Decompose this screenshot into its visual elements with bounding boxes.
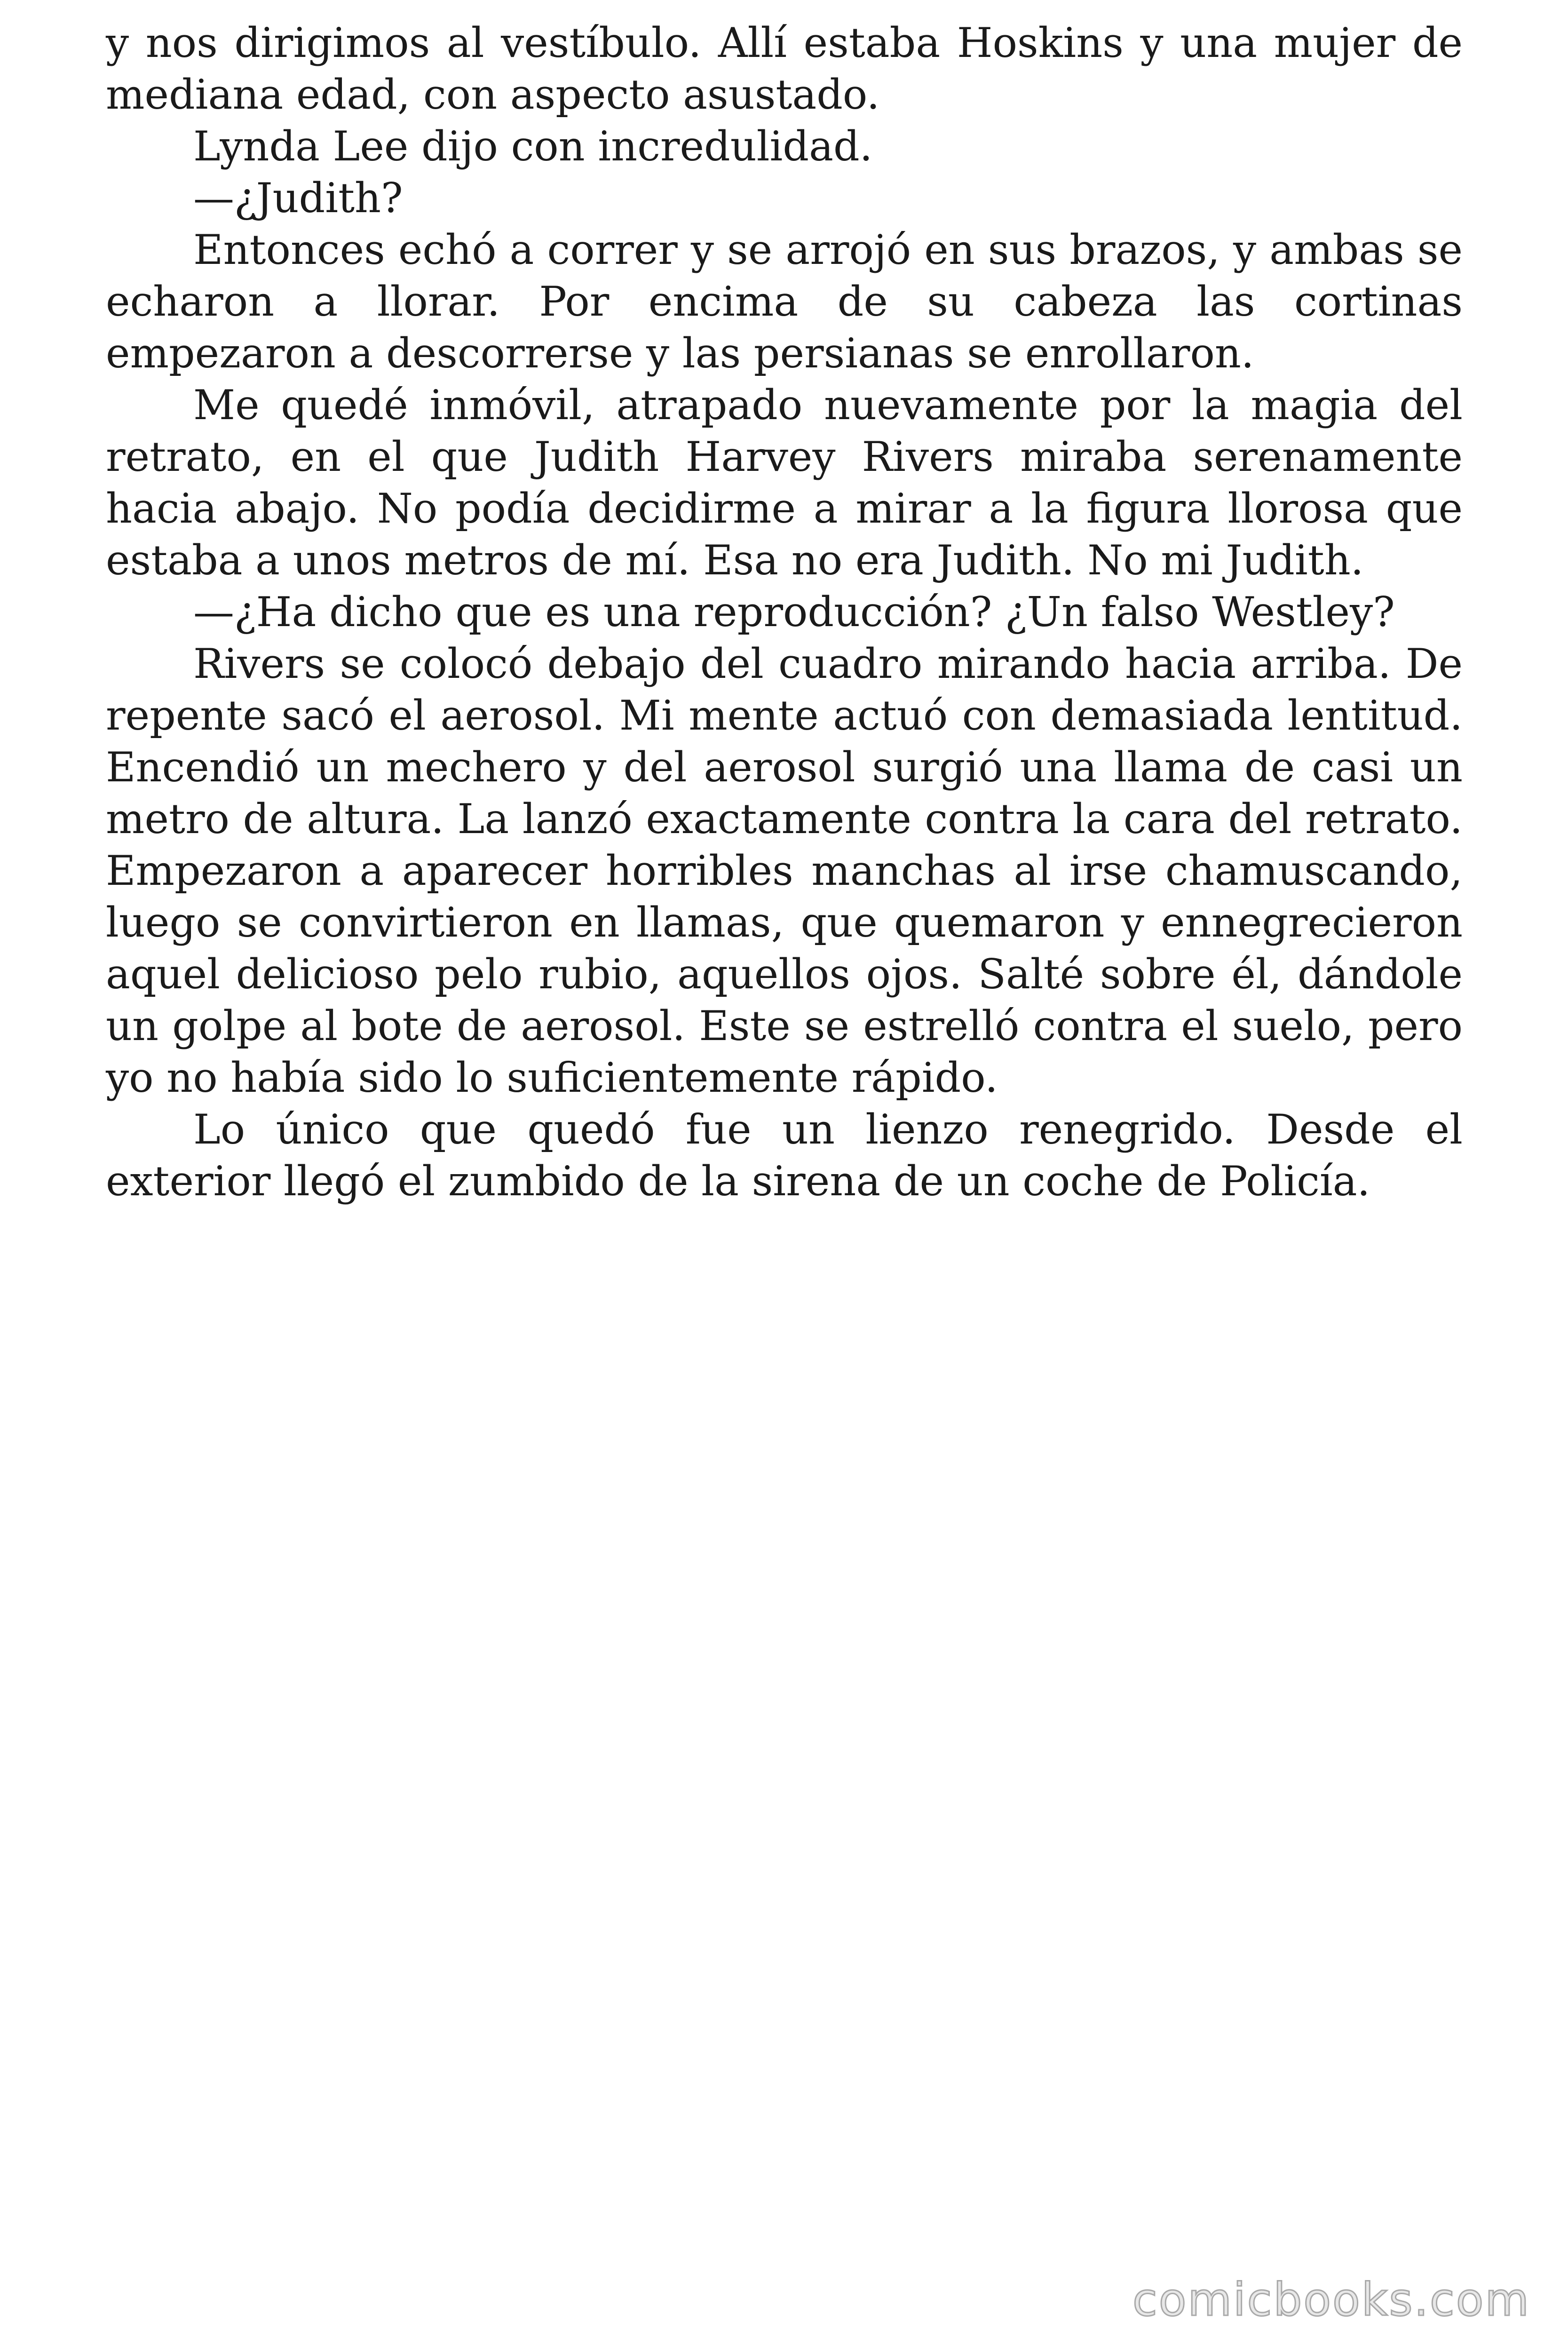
- paragraph-1: y nos dirigimos al vestíbulo. Allí estaba Hoskins y una mujer de mediana edad, con aspecto asustado.: [106, 19, 1463, 119]
- paragraph-5: Me quedé inmóvil, atrapado nuevamente por la magia del retrato, en el que Judith Harvey Rivers miraba serenamente hacia abajo. No podía decidirme a mirar a la figura llorosa que estaba a unos metros de mí. Esa no era Judith. No mi Judith.: [106, 381, 1463, 584]
- watermark-text: comicbooks.com: [1132, 2273, 1530, 2326]
- page-body-text: [106, 17, 1463, 1207]
- paragraph-4: Entonces echó a correr y se arrojó en sus brazos, y ambas se echaron a llorar. Por encima de su cabeza las cortinas empezaron a descorrerse y las persianas se enrollaron.: [106, 226, 1463, 377]
- paragraph-3: —¿Judith?: [193, 174, 403, 222]
- paragraph-7: Rivers se colocó debajo del cuadro mirando hacia arriba. De repente sacó el aerosol. Mi mente actuó con demasiada lentitud. Encendió un mechero y del aerosol surgió una llama de casi un metro de altura. La lanzó exactamente contra la cara del retrato. Empezaron a aparecer horribles manchas al irse chamuscando, luego se convirtieron en llamas, que quemaron y ennegrecieron aquel delicioso pelo rubio, aquellos ojos. Salté sobre él, dándole un golpe al bote de aerosol. Este se estrelló contra el suelo, pero yo no había sido lo suficientemente rápido.: [106, 640, 1463, 1102]
- paragraph-8: Lo único que quedó fue un lienzo renegrido. Desde el exterior llegó el zumbido de la sirena de un coche de Policía.: [106, 1105, 1463, 1205]
- paragraph-2: Lynda Lee dijo con incredulidad.: [193, 122, 873, 170]
- paragraph-6: —¿Ha dicho que es una reproducción? ¿Un falso Westley?: [193, 588, 1395, 636]
